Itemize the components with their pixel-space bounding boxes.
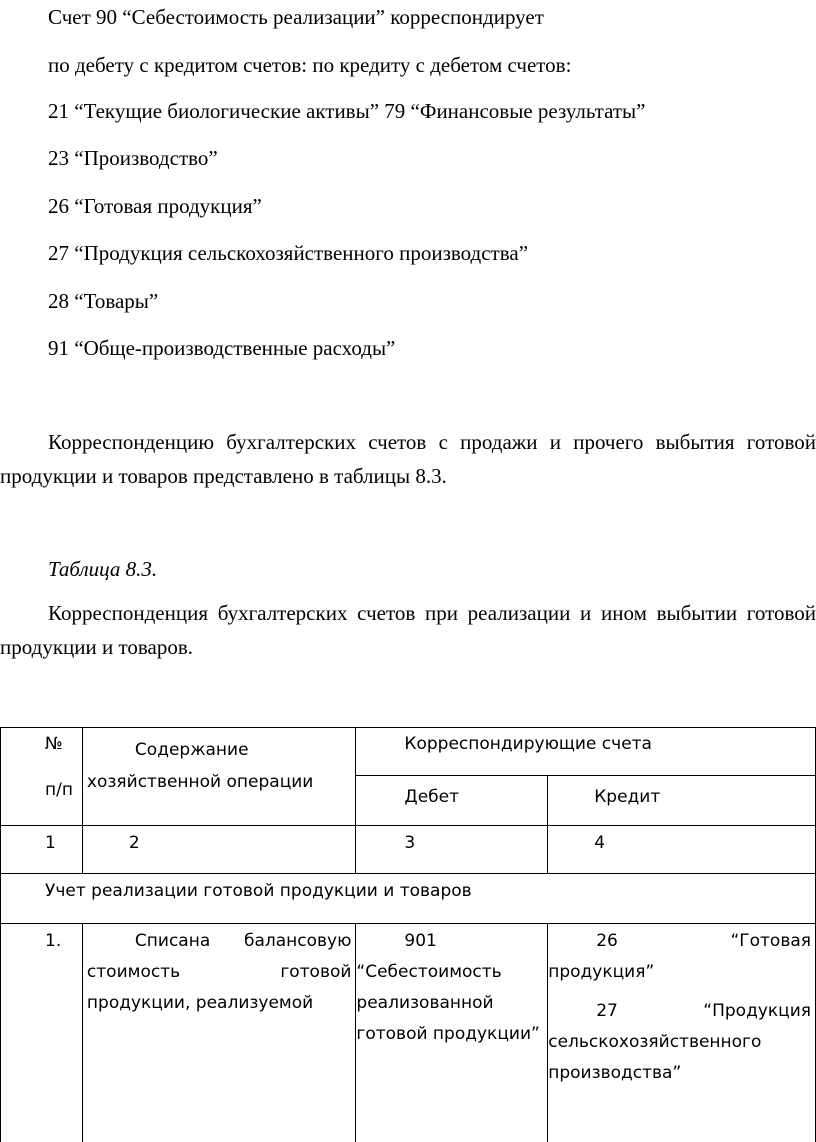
col-number-cell: [356, 826, 548, 874]
intro-line: 26 “Готовая продукция”: [48, 194, 262, 218]
table-caption: Таблица 8.3.: [48, 557, 158, 581]
row-credit-cell: [548, 924, 816, 1142]
col-number-cell: [1, 826, 83, 874]
row-credit-1: 26 “Готовая продукция”: [548, 931, 811, 982]
row-num-cell: [1, 924, 83, 1142]
header-num-cell: [1, 728, 83, 826]
intro-line: 23 “Производство”: [48, 146, 218, 170]
header-credit-cell: [548, 776, 816, 826]
section-title-cell: [1, 874, 816, 924]
table-title: Корреспонденция бухгалтерских счетов при реализации и ином выбытии готовой продукции и товаров.: [0, 601, 816, 659]
intro-line: по дебету с кредитом счетов: по кредиту с дебетом счетов:: [48, 53, 572, 77]
row-content-cell: [82, 924, 356, 1142]
col-number: 4: [594, 833, 606, 853]
num-symbol: №: [45, 734, 63, 754]
intro-line: 27 “Продукция сельскохозяйственного производства”: [48, 241, 529, 265]
col-number-cell: [548, 826, 816, 874]
header-content-cell: [82, 728, 356, 826]
intro-line: 21 “Текущие биологические активы” 79 “Финансовые результаты”: [48, 99, 646, 123]
intro-line: 28 “Товары”: [48, 289, 159, 313]
row-num: 1.: [45, 931, 62, 951]
row-debit-cell: [356, 924, 548, 1142]
intro-line: 91 “Обще-производственные расходы”: [48, 336, 396, 360]
content-header: Содержание хозяйственной операции: [86, 740, 314, 792]
col-number-cell: [82, 826, 356, 874]
credit-header: Кредит: [594, 787, 661, 807]
num-label: п/п: [45, 780, 73, 800]
section-title: Учет реализации готовой продукции и товаров: [45, 881, 472, 901]
intro-line: Счет 90 “Себестоимость реализации” корреспондирует: [48, 5, 544, 29]
accounts-header: Корреспондирующие счета: [404, 734, 652, 754]
col-number: 2: [128, 833, 140, 853]
row-content: Списана балансовую стоимость готовой продукции, реализуемой: [86, 931, 352, 1013]
header-accounts-cell: [356, 728, 816, 776]
col-number: 3: [404, 833, 416, 853]
header-debit-cell: [356, 776, 548, 826]
correspondence-table: [0, 727, 816, 1142]
row-debit: 901 “Себестоимость реализованной готовой продукции”: [356, 931, 540, 1044]
col-number: 1: [45, 833, 56, 853]
row-credit-2: 27 “Продукция сельскохозяйственного производства”: [548, 1001, 811, 1083]
paragraph: Корреспонденцию бухгалтерских счетов с продажи и прочего выбытия готовой продукции и товаров представлено в таблицы 8.3.: [0, 430, 816, 488]
debit-header: Дебет: [404, 787, 460, 807]
